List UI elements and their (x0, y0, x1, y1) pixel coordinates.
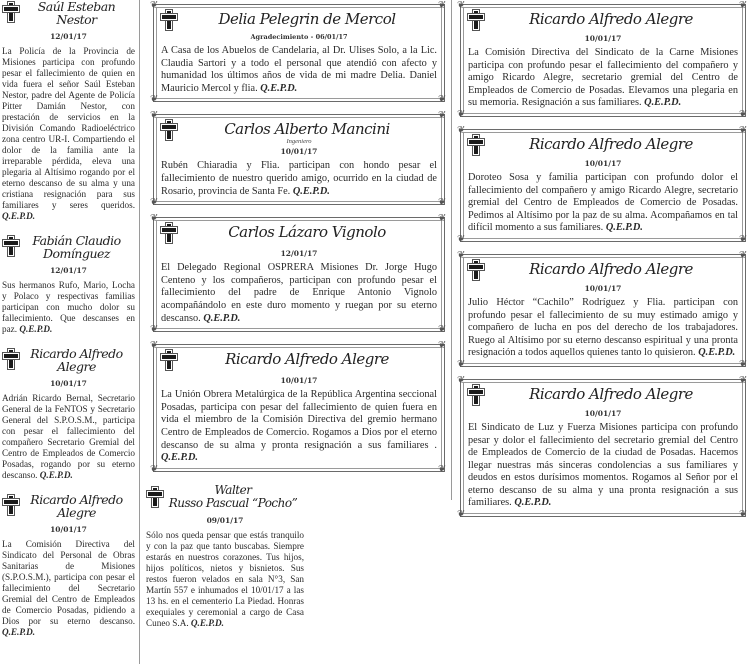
corner-ornament-icon: ❦ (438, 213, 447, 225)
notice-text: La Comisión Directiva del Sindicato del Personal de Obras Sanitarias de Misiones (S.P.O.S.M.), participa con pesar el fallecimiento del Secretario Gremial del Centro de Empleados de Comercio Posadas, pidiendo a Dios por su eterno descanso. Q.E.P.D. (2, 539, 135, 637)
notice-date: 10/01/17 (584, 408, 622, 418)
deceased-name: Carlos Lázaro Vignolo (228, 223, 386, 242)
obituary-box (457, 0, 748, 120)
corner-ornament-icon: ❦ (739, 0, 748, 11)
obituary-box (150, 340, 447, 475)
deceased-title: Ingeniero (286, 138, 312, 146)
notice-text: La Unión Obrera Metalúrgica de la República Argentina seccional Posadas, participa con pesar del fallecimiento de quien fuera en vida el miembro de la Comisión Directiva del gremio hermano Centro de Empleados de Comercio. Rogamos a Dios por el eterno descanso de su alma y pronta resignación a sus familiares . Q.E.P.D. (161, 389, 437, 464)
corner-ornament-icon: ❦ (739, 108, 748, 120)
deceased-name: Carlos Alberto Mancini (224, 120, 390, 139)
corner-ornament-icon: ❦ (739, 374, 748, 386)
obituary-box (150, 110, 447, 209)
obituary-entry (2, 493, 135, 638)
corner-ornament-icon: ❦ (150, 197, 159, 209)
cross-icon (4, 237, 18, 255)
corner-ornament-icon: ❦ (438, 463, 447, 475)
deceased-name: Delia Pelegrin de Mercol (218, 10, 396, 28)
deceased-name: Ricardo Alfredo Alegre (30, 346, 123, 374)
obituary-entry (2, 234, 135, 335)
corner-ornament-icon: ❦ (457, 358, 466, 370)
notice-text: El Sindicato de Luz y Fuerza Misiones participa con profundo pesar y dolor el fallecimiento del secretario gremial del Centro de Empleados de Comercio de la ciudad de Posadas. Hacemos llegar nuestras más sinceras condolencias a sus familiares y deudos en estos durísimos momentos. Rogamos al Señor por el eterno descanso de su alma y una pronta resignación a sus familiares. Q.E.P.D. (468, 421, 738, 509)
cross-icon (469, 261, 483, 279)
cross-icon (162, 121, 176, 139)
deceased-name: Ricardo Alfredo Alegre (529, 10, 693, 28)
corner-ornament-icon: ❦ (457, 374, 466, 386)
obituary-box (457, 124, 748, 245)
deceased-name: Ricardo Alfredo Alegre (529, 259, 693, 278)
corner-ornament-icon: ❦ (438, 197, 447, 209)
corner-ornament-icon: ❦ (739, 358, 748, 370)
column-2 (146, 0, 447, 641)
corner-ornament-icon: ❦ (150, 213, 159, 225)
corner-ornament-icon: ❦ (457, 509, 466, 521)
notice-date: Agradecimiento - 06/01/17 (250, 33, 348, 41)
notice-text: Julio Héctor “Cachilo” Rodríguez y Flia. participan con profundo pesar el fallecimiento de su muy estimado amigo y compañero de lucha en pos del derecho de los trabajadores. Ruego al Altísimo por su eterno descanso espiritual y una pronta resignación a todos aquellos quienes tanto lo quisieron. Q.E.P.D. (468, 296, 738, 359)
cross-icon (148, 488, 162, 506)
corner-ornament-icon: ❦ (438, 0, 447, 11)
cross-icon (4, 3, 18, 21)
deceased-name: Walter Russo Pascual “Pocho” (168, 482, 298, 510)
notice-text: El Delegado Regional OSPRERA Misiones Dr. Jorge Hugo Centeno y los compañeros, participan con profundo pesar el fallecimiento del padre de Enrique Antonio Vignolo acompañándolo en este duro momento y ruegan por su eterno descanso. Q.E.P.D. (161, 262, 437, 324)
column-divider (139, 0, 140, 664)
deceased-name: Ricardo Alfredo Alegre (529, 134, 693, 153)
cross-icon (162, 11, 176, 29)
corner-ornament-icon: ❦ (457, 249, 466, 261)
corner-ornament-icon: ❦ (150, 340, 159, 352)
corner-ornament-icon: ❦ (739, 509, 748, 521)
corner-ornament-icon: ❦ (438, 94, 447, 106)
corner-ornament-icon: ❦ (438, 324, 447, 336)
notice-date: 10/01/17 (584, 283, 622, 293)
obituary-entry (146, 484, 304, 629)
notice-text: Sus hermanos Rufo, Mario, Locha y Polaco y respectivas familias participan con mucho dolor su fallecimiento. Que descanses en paz. Q.E.P.D. (2, 280, 135, 334)
notice-text: Doroteo Sosa y familia participan con profundo dolor el fallecimiento del compañero y amigo Ricardo Alegre, secretario gremial del Centro de Empleados de Comercio de Posadas. Pedimos al Altísimo por la paz de su alma. Acompañamos en tal difícil momento a sus familiares. Q.E.P.D. (468, 171, 738, 234)
corner-ornament-icon: ❦ (150, 324, 159, 336)
cross-icon (469, 11, 483, 29)
notice-date: 10/01/17 (280, 147, 318, 157)
column-3 (457, 0, 748, 529)
corner-ornament-icon: ❦ (457, 233, 466, 245)
deceased-name: Ricardo Alfredo Alegre (529, 384, 693, 403)
obituary-box (457, 374, 748, 521)
corner-ornament-icon: ❦ (150, 0, 159, 11)
notice-text: La Policía de la Provincia de Misiones participa con profundo pesar el fallecimiento de quien en vida fuera el señor Saúl Esteban Nestor, padre del Agente de Policía Pitter Damián Nestor, con prestación de servicios en la División Comando Radioeléctrico zona centro UR-I. Compartiendo el dolor de la familia ante la irreparable pérdida, eleva una plegaria al Altísimo rogando por el eterno descanso de su alma y una cristiana resignación para sus familiares y seres queridos. Q.E.P.D. (2, 46, 135, 221)
corner-ornament-icon: ❦ (739, 249, 748, 261)
corner-ornament-icon: ❦ (150, 463, 159, 475)
corner-ornament-icon: ❦ (457, 124, 466, 136)
notice-date: 10/01/17 (50, 379, 87, 388)
cross-icon (4, 496, 18, 514)
deceased-name: Ricardo Alfredo Alegre (30, 492, 123, 520)
notice-text: Sólo nos queda pensar que estás tranquilo y con la paz que tanto buscabas. Siempre estarás en nuestros corazones. Tus hijos, hijos políticos, nietos y bisnietos. Sus restos fueron velados en sala N°3, San Martín 557 e inhumados el 10/01/17 a las 13 hs. en el cementerio La Piedad. Honras exequiales y ceremonial a cargo de Casa Cuneo S.A. Q.E.P.D. (146, 529, 304, 628)
notice-date: 12/01/17 (50, 266, 87, 275)
column-divider (451, 0, 452, 500)
corner-ornament-icon: ❦ (150, 94, 159, 106)
obituary-box (150, 213, 447, 336)
notice-date: 12/01/17 (280, 249, 318, 259)
cross-icon (469, 136, 483, 154)
notice-text: Rubén Chiaradia y Flia. participan con hondo pesar el fallecimiento de nuestro querido amigo, ocurrido en la ciudad de Rosario, provincia de Santa Fe. Q.E.P.D. (161, 160, 437, 197)
notice-text: La Comisión Directiva del Sindicato de la Carne Misiones participa con profundo pesar el fallecimiento del compañero y amigo Ricardo Alegre, secretario gremial del Centro de Empleados de Comercio de Posadas. Elevamos una plegaria en su memoria. Resignación a sus familiares. Q.E.P.D. (468, 47, 738, 109)
corner-ornament-icon: ❦ (739, 124, 748, 136)
obituary-box (457, 249, 748, 370)
deceased-name: Saúl Esteban Nestor (37, 0, 116, 27)
notice-date: 09/01/17 (206, 515, 244, 525)
cross-icon (4, 350, 18, 368)
deceased-name: Ricardo Alfredo Alegre (225, 350, 389, 369)
obituary-entry (2, 0, 135, 222)
corner-ornament-icon: ❦ (457, 0, 466, 11)
corner-ornament-icon: ❦ (150, 110, 159, 122)
notice-text: A Casa de los Abuelos de Candelaria, al Dr. Ulises Solo, a la Lic. Claudia Sartori y a todo el personal que atendió con afecto y humanidad los últimos años de vida de mi madre Delia. Daniel Mauricio Mercol y flia. Q.E.P.D. (161, 45, 437, 94)
obituary-entry (2, 347, 135, 481)
corner-ornament-icon: ❦ (739, 233, 748, 245)
corner-ornament-icon: ❦ (438, 340, 447, 352)
notice-date: 10/01/17 (50, 525, 87, 534)
notice-date: 10/01/17 (584, 158, 622, 168)
obituary-box (150, 0, 447, 106)
column-1 (2, 0, 135, 650)
notice-date: 10/01/17 (584, 34, 622, 43)
cross-icon (469, 386, 483, 404)
notice-date: 10/01/17 (280, 376, 318, 386)
cross-icon (162, 351, 176, 369)
notice-date: 12/01/17 (50, 32, 87, 41)
corner-ornament-icon: ❦ (457, 108, 466, 120)
notice-text: Adrián Ricardo Bernal, Secretario General de la FeNTOS y Secretario General del S.P.O.S.M., participa con pesar el fallecimiento del compañero Secretario Gremial del Centro de Empleados de Comercio Posadas, rogando por su eterno descanso. Q.E.P.D. (2, 393, 135, 480)
corner-ornament-icon: ❦ (438, 110, 447, 122)
deceased-name: Fabián Claudio Domínguez (32, 233, 121, 261)
cross-icon (162, 224, 176, 242)
